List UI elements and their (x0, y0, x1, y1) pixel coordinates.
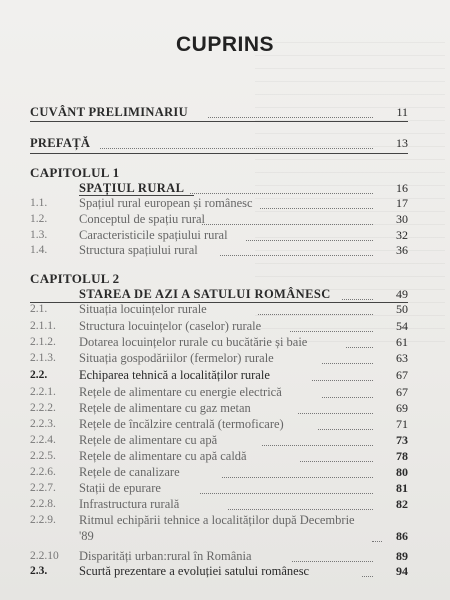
leader-dots (246, 239, 373, 241)
toc-entry-number: 2.1.2. (30, 336, 56, 348)
toc-entry-number: 1.2. (30, 213, 48, 225)
toc-entry-text: Situația locuințelor rurale (79, 302, 207, 316)
toc-entry-number: 1.3. (30, 229, 48, 241)
toc-entry-page: 82 (396, 497, 408, 511)
leader-dots (322, 396, 373, 398)
toc-entry-page: 94 (396, 564, 408, 578)
toc-entry-number: 2.2.5. (30, 450, 56, 462)
toc-entry-text: Structura locuințelor (caselor) rurale (79, 319, 262, 333)
toc-entry-number: 2.1. (30, 303, 48, 315)
toc-entry-number: 2.2.10 (30, 550, 59, 562)
leader-dots (200, 492, 373, 494)
toc-entry[interactable] (0, 464, 450, 480)
toc-entry-number: 2.3. (30, 565, 48, 577)
chapter-label: CAPITOLUL 1 (30, 165, 120, 180)
leader-dots (222, 476, 373, 478)
toc-entry-text: Echiparea tehnică a localităților rurale (79, 368, 270, 382)
toc-entry[interactable] (0, 211, 450, 227)
toc-entry-page: 49 (396, 287, 408, 301)
toc-entry-preface-note[interactable] (0, 104, 450, 120)
toc-entry-page: 30 (396, 212, 408, 226)
leader-dots (202, 223, 373, 225)
toc-entry[interactable] (0, 334, 450, 350)
toc-entry-number: 1.4. (30, 244, 48, 256)
toc-entry-text: CUVÂNT PRELIMINARIU (30, 105, 188, 119)
toc-entry-text: Rețele de alimentare cu gaz metan (79, 401, 251, 415)
toc-entry-text-continued: '89 (79, 529, 94, 543)
toc-entry[interactable] (0, 548, 450, 564)
toc-entry[interactable] (0, 400, 450, 416)
toc-entry-page: 63 (396, 351, 408, 365)
toc-entry-text: Dotarea locuințelor rurale cu bucătărie și baie (79, 335, 308, 349)
leader-dots (190, 192, 373, 194)
toc-entry-page: 17 (396, 196, 408, 210)
leader-dots (100, 147, 373, 149)
toc-entry-text: Rețele de încălzire centrală (termoficare) (79, 417, 284, 431)
toc-entry-text: Rețele de alimentare cu energie electrică (79, 385, 282, 399)
toc-entry[interactable] (0, 448, 450, 464)
leader-dots (362, 575, 373, 577)
toc-entry-page: 73 (396, 433, 408, 447)
toc-entry[interactable] (0, 227, 450, 243)
toc-entry-number: 2.2.7. (30, 482, 56, 494)
toc-entry[interactable] (0, 195, 450, 211)
toc-entry[interactable] (0, 563, 450, 579)
toc-entry-text: Caracteristicile spațiului rural (79, 228, 228, 242)
toc-entry-text: Conceptul de spațiu rural (79, 212, 206, 226)
toc-chapter-1-title[interactable] (0, 180, 450, 196)
page-title: CUPRINS (175, 33, 274, 56)
toc-entry-number: 2.2.2. (30, 402, 56, 414)
toc-entry-text: Rețele de canalizare (79, 465, 180, 479)
leader-dots (372, 540, 382, 542)
leader-dots (220, 254, 373, 256)
toc-entry[interactable] (0, 301, 450, 317)
toc-entry-number: 2.2.4. (30, 434, 56, 446)
toc-entry-number: 2.2.1. (30, 386, 56, 398)
toc-entry-page: 32 (396, 228, 408, 242)
toc-entry[interactable] (0, 384, 450, 400)
toc-entry-page: 67 (396, 368, 408, 382)
chapter-title: STAREA DE AZI A SATULUI ROMÂNESC (79, 287, 331, 301)
toc-entry-page: 13 (396, 136, 408, 150)
toc-entry[interactable] (0, 416, 450, 432)
leader-dots (322, 362, 373, 364)
toc-entry-page: 89 (396, 549, 408, 563)
toc-chapter-2-title[interactable] (0, 286, 450, 302)
toc-entry-page: 61 (396, 335, 408, 349)
divider (30, 121, 408, 122)
toc-entry-page: 67 (396, 385, 408, 399)
toc-entry[interactable] (0, 432, 450, 448)
toc-entry-text: Scurtă prezentare a evoluției satului românesc (79, 564, 310, 578)
toc-entry-page: 36 (396, 243, 408, 257)
divider (30, 153, 408, 154)
leader-dots (300, 460, 373, 462)
leader-dots (298, 412, 373, 414)
toc-entry-number: 1.1. (30, 197, 48, 209)
toc-entry-page: 69 (396, 401, 408, 415)
toc-entry-text: Rețele de alimentare cu apă caldă (79, 449, 247, 463)
toc-entry[interactable] (0, 496, 450, 512)
toc-entry-preface[interactable] (0, 135, 450, 151)
toc-entry-page: 81 (396, 481, 408, 495)
toc-entry-text: Rețele de alimentare cu apă (79, 433, 218, 447)
toc-entry[interactable] (0, 367, 450, 383)
toc-entry-page: 11 (396, 105, 408, 119)
toc-entry-text: Disparități urban:rural în România (79, 549, 252, 563)
chapter-title: SPAȚIUL RURAL (79, 181, 185, 195)
toc-entry-page: 54 (396, 319, 408, 333)
chapter-label: CAPITOLUL 2 (30, 271, 120, 286)
leader-dots (318, 428, 373, 430)
toc-entry-number: 2.1.3. (30, 352, 56, 364)
leader-dots (208, 116, 373, 118)
toc-entry-number: 2.2.3. (30, 418, 56, 430)
toc-entry-number: 2.2. (30, 369, 48, 381)
leader-dots (290, 330, 373, 332)
toc-entry-number: 2.2.6. (30, 466, 56, 478)
toc-entry-number: 2.2.9. (30, 514, 56, 526)
toc-entry-number: 2.2.8. (30, 498, 56, 510)
toc-entry[interactable] (0, 350, 450, 366)
leader-dots (292, 560, 373, 562)
toc-entry-text: Ritmul echipării tehnice a localităților după Decembrie (79, 513, 355, 527)
toc-entry[interactable] (0, 242, 450, 258)
toc-entry-text: Infrastructura rurală (79, 497, 180, 511)
leader-dots (260, 207, 373, 209)
leader-dots (312, 379, 373, 381)
toc-entry-page: 16 (396, 181, 408, 195)
toc-entry-number: 2.1.1. (30, 320, 56, 332)
toc-entry-text: Spațiul rural european și românesc (79, 196, 253, 210)
toc-entry-text: PREFAȚĂ (30, 136, 91, 150)
toc-entry-page: 50 (396, 302, 408, 316)
toc-entry-text: Structura spațiului rural (79, 243, 198, 257)
toc-entry-page: 78 (396, 449, 408, 463)
leader-dots (342, 298, 373, 300)
leader-dots (262, 444, 373, 446)
toc-entry[interactable] (0, 512, 450, 543)
toc-entry[interactable] (0, 318, 450, 334)
toc-entry[interactable] (0, 480, 450, 496)
toc-entry-page: 71 (396, 417, 408, 431)
leader-dots (228, 508, 373, 510)
leader-dots (258, 313, 373, 315)
toc-entry-page: 86 (396, 529, 408, 543)
toc-entry-page: 80 (396, 465, 408, 479)
toc-entry-text: Stații de epurare (79, 481, 161, 495)
toc-entry-text: Situația gospodăriilor (fermelor) rurale (79, 351, 274, 365)
leader-dots (346, 346, 373, 348)
